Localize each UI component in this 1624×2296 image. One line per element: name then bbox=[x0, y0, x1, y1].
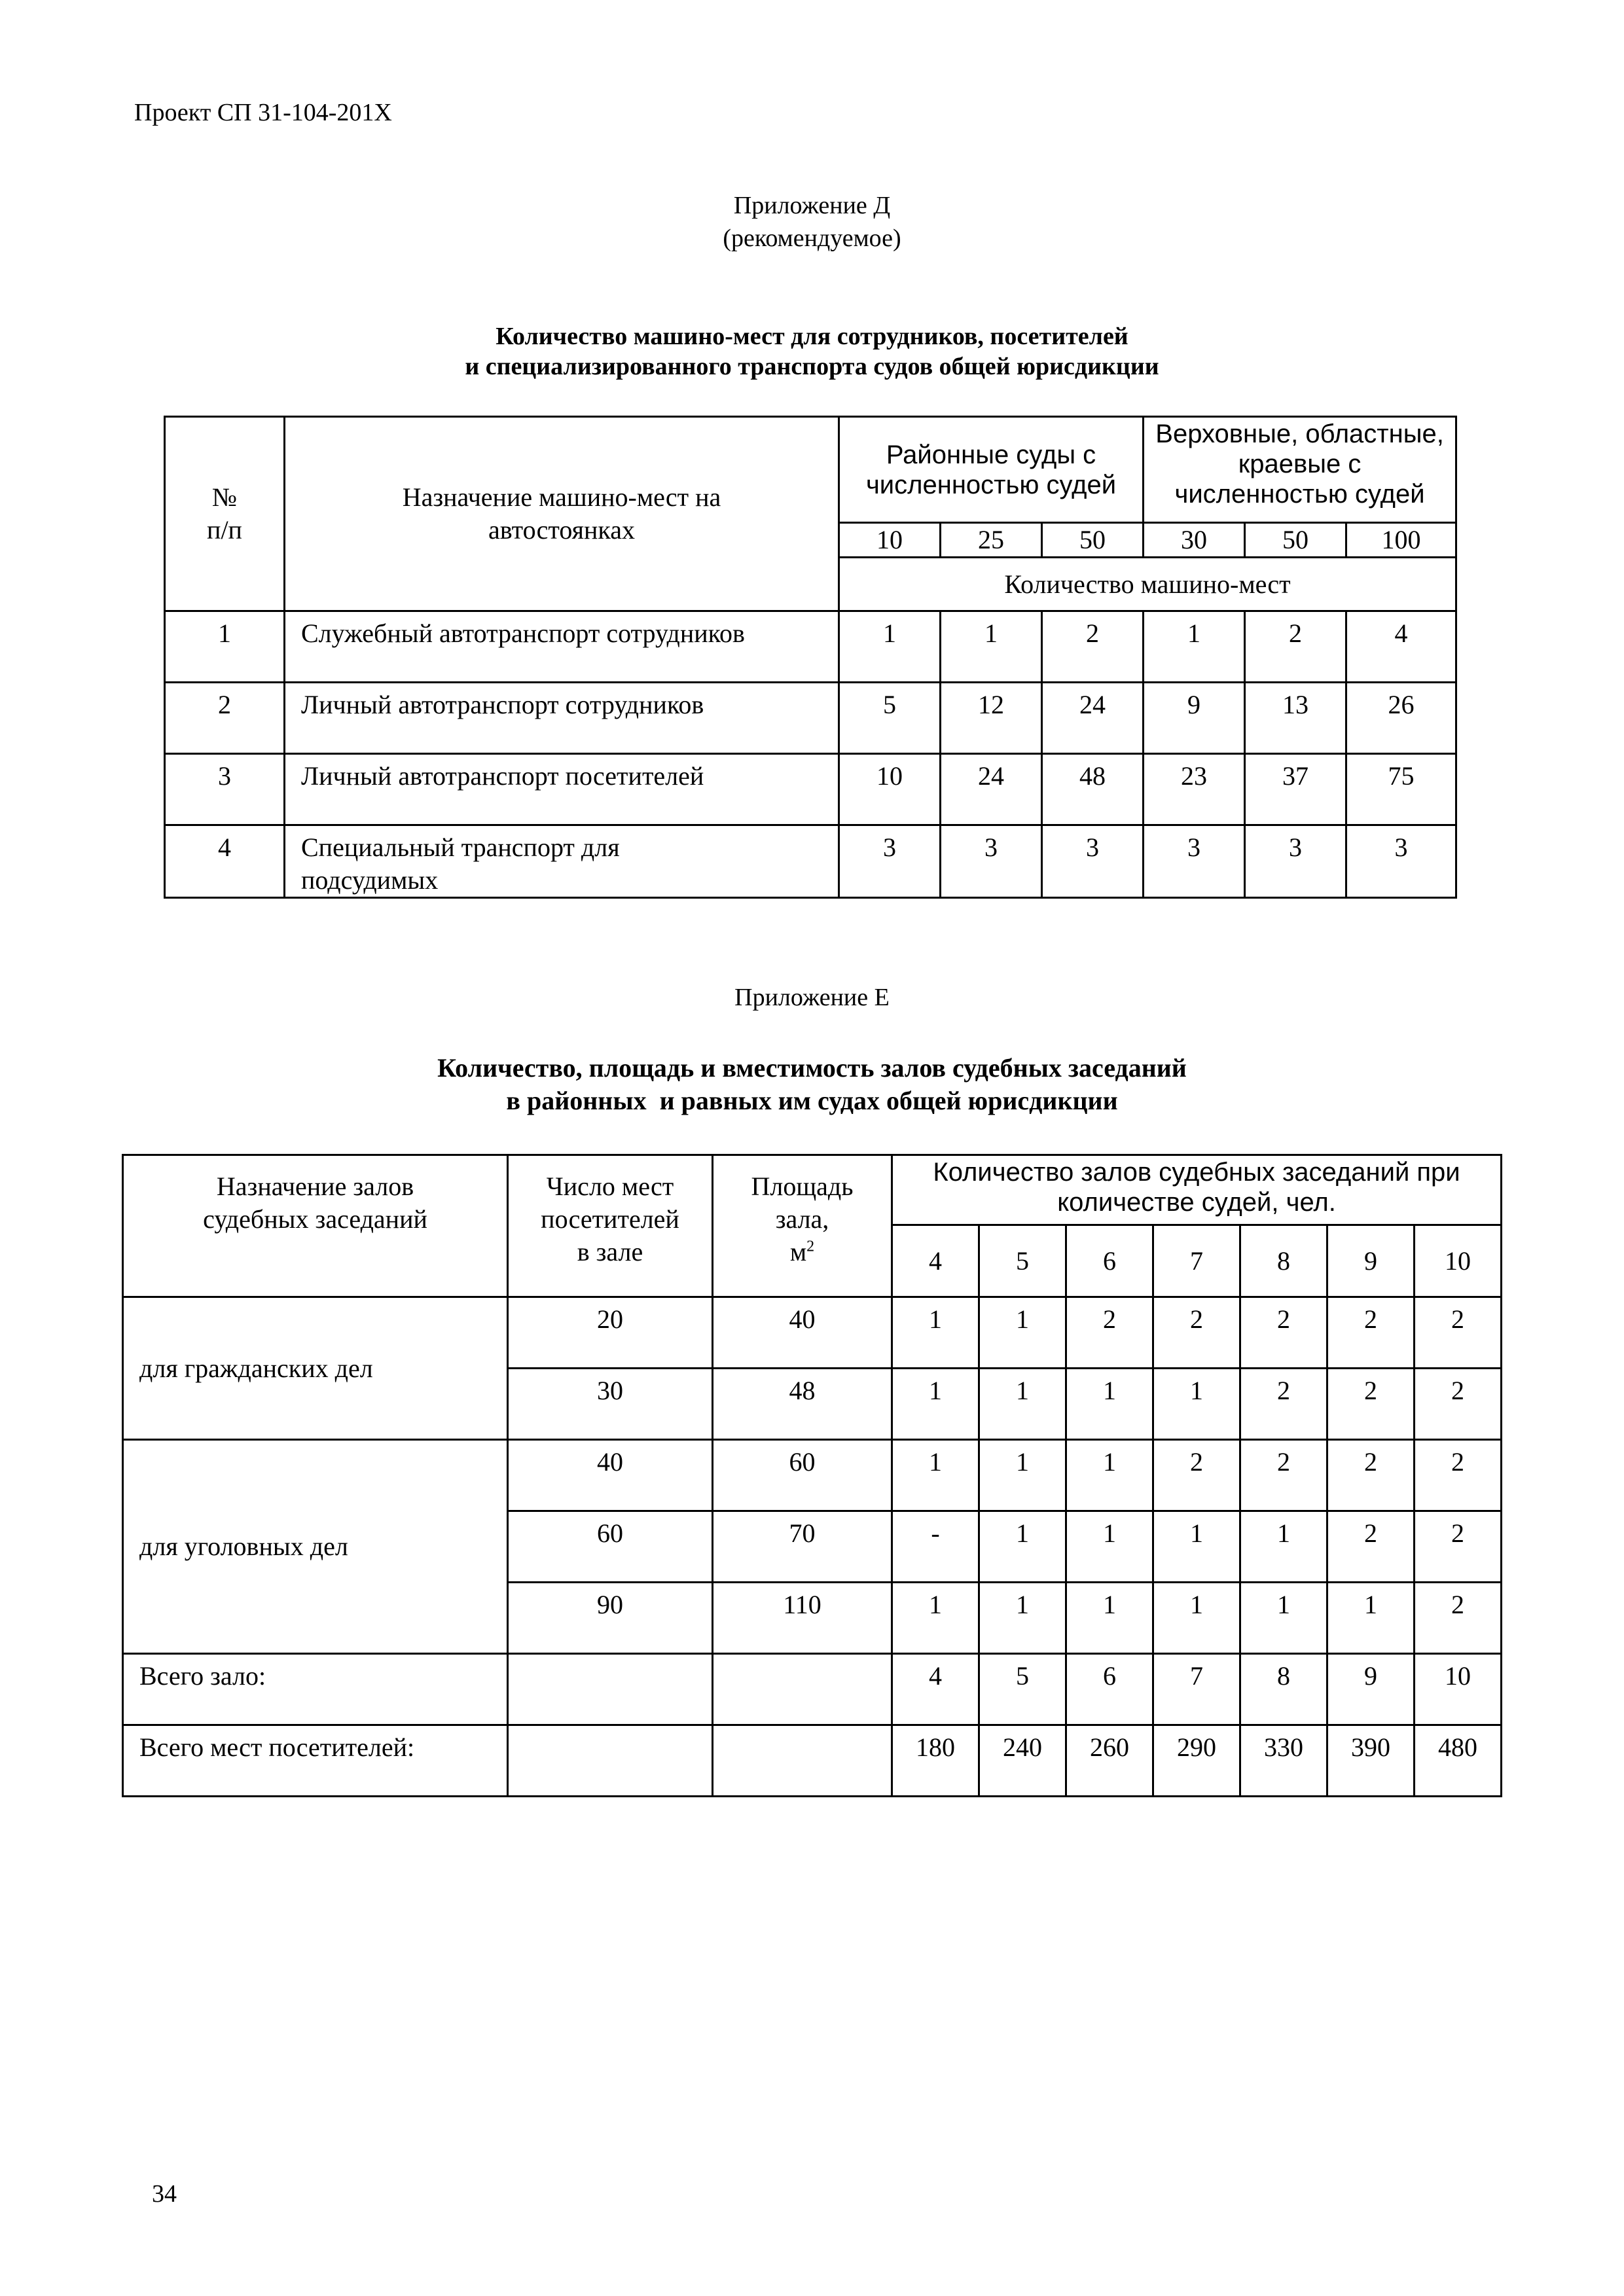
group-supreme-courts-header: Верховные, областные, краевые с численностью судей bbox=[1144, 417, 1456, 523]
value-cell: 2 bbox=[1153, 1440, 1240, 1511]
value-cell: 1 bbox=[892, 1583, 979, 1654]
col-hall-purpose-header: Назначение залов судебных заседаний bbox=[123, 1155, 508, 1297]
value-cell: 1 bbox=[979, 1511, 1066, 1583]
area-cell: 48 bbox=[713, 1369, 892, 1440]
area-unit: м bbox=[789, 1237, 807, 1266]
total-cell: 180 bbox=[892, 1725, 979, 1797]
value-cell: 3 bbox=[839, 825, 941, 898]
value-cell: 48 bbox=[1042, 754, 1144, 825]
total-cell: 8 bbox=[1240, 1654, 1327, 1725]
total-cell: 390 bbox=[1327, 1725, 1415, 1797]
row-number: 1 bbox=[165, 611, 285, 683]
value-cell: 26 bbox=[1346, 683, 1456, 754]
value-cell: 2 bbox=[1327, 1440, 1415, 1511]
judges-cell: 8 bbox=[1240, 1225, 1327, 1297]
value-cell: 2 bbox=[1245, 611, 1346, 683]
row-number: 3 bbox=[165, 754, 285, 825]
value-cell: 1 bbox=[941, 611, 1042, 683]
value-cell: 1 bbox=[1153, 1511, 1240, 1583]
judges-cell: 6 bbox=[1066, 1225, 1153, 1297]
total-cell: 9 bbox=[1327, 1654, 1415, 1725]
total-cell: 240 bbox=[979, 1725, 1066, 1797]
criminal-cases-label: для уголовных дел bbox=[123, 1440, 508, 1654]
value-cell: 3 bbox=[1144, 825, 1245, 898]
appendix-e-caption-line1: Количество, площадь и вместимость залов судебных заседаний bbox=[437, 1053, 1187, 1083]
courtrooms-table bbox=[122, 1154, 1502, 1797]
empty-cell bbox=[508, 1654, 713, 1725]
value-cell: 2 bbox=[1240, 1369, 1327, 1440]
col-seats-header: Число мест посетителей в зале bbox=[508, 1155, 713, 1297]
row-purpose: Личный автотранспорт посетителей bbox=[285, 754, 839, 825]
value-cell: 2 bbox=[1327, 1369, 1415, 1440]
value-cell: 23 bbox=[1144, 754, 1245, 825]
judges-cell: 10 bbox=[1415, 1225, 1502, 1297]
total-cell: 4 bbox=[892, 1654, 979, 1725]
empty-cell bbox=[713, 1725, 892, 1797]
table-row bbox=[165, 754, 1456, 825]
value-cell: 2 bbox=[1240, 1297, 1327, 1369]
total-cell: 5 bbox=[979, 1654, 1066, 1725]
value-cell: 3 bbox=[1042, 825, 1144, 898]
size-cell: 30 bbox=[1144, 523, 1245, 558]
value-cell: 2 bbox=[1415, 1583, 1502, 1654]
value-cell: 2 bbox=[1415, 1369, 1502, 1440]
area-cell: 110 bbox=[713, 1583, 892, 1654]
size-cell: 10 bbox=[839, 523, 941, 558]
value-cell: 1 bbox=[839, 611, 941, 683]
value-cell: 3 bbox=[941, 825, 1042, 898]
appendix-e-title: Приложение Е bbox=[734, 984, 890, 1011]
quantity-header: Количество машино-мест bbox=[839, 558, 1456, 611]
appendix-d-subtitle: (рекомендуемое) bbox=[723, 224, 901, 252]
value-cell: 24 bbox=[941, 754, 1042, 825]
total-cell: 330 bbox=[1240, 1725, 1327, 1797]
value-cell: 2 bbox=[1415, 1297, 1502, 1369]
value-cell: 1 bbox=[979, 1297, 1066, 1369]
value-cell: 12 bbox=[941, 683, 1042, 754]
value-cell: 2 bbox=[1415, 1440, 1502, 1511]
seats-cell: 30 bbox=[508, 1369, 713, 1440]
value-cell: 4 bbox=[1346, 611, 1456, 683]
total-cell: 6 bbox=[1066, 1654, 1153, 1725]
value-cell: 1 bbox=[1327, 1583, 1415, 1654]
value-cell: 1 bbox=[979, 1369, 1066, 1440]
value-cell: 9 bbox=[1144, 683, 1245, 754]
value-cell: 1 bbox=[892, 1297, 979, 1369]
table-row bbox=[123, 1440, 1502, 1511]
value-cell: 2 bbox=[1153, 1297, 1240, 1369]
row-number: 2 bbox=[165, 683, 285, 754]
total-cell: 7 bbox=[1153, 1654, 1240, 1725]
value-cell: - bbox=[892, 1511, 979, 1583]
value-cell: 2 bbox=[1240, 1440, 1327, 1511]
document-header: Проект СП 31-104-201Х bbox=[134, 99, 392, 126]
value-cell: 75 bbox=[1346, 754, 1456, 825]
size-cell: 50 bbox=[1245, 523, 1346, 558]
total-cell: 480 bbox=[1415, 1725, 1502, 1797]
row-number: 4 bbox=[165, 825, 285, 898]
area-cell: 60 bbox=[713, 1440, 892, 1511]
value-cell: 1 bbox=[979, 1440, 1066, 1511]
value-cell: 1 bbox=[1066, 1583, 1153, 1654]
value-cell: 3 bbox=[1346, 825, 1456, 898]
appendix-d-title: Приложение Д bbox=[733, 192, 891, 219]
total-cell: 10 bbox=[1415, 1654, 1502, 1725]
parking-spaces-table bbox=[164, 416, 1457, 899]
seats-cell: 40 bbox=[508, 1440, 713, 1511]
area-cell: 40 bbox=[713, 1297, 892, 1369]
value-cell: 1 bbox=[979, 1583, 1066, 1654]
size-cell: 25 bbox=[941, 523, 1042, 558]
value-cell: 24 bbox=[1042, 683, 1144, 754]
value-cell: 37 bbox=[1245, 754, 1346, 825]
row-purpose: Служебный автотранспорт сотрудников bbox=[285, 611, 839, 683]
value-cell: 1 bbox=[892, 1369, 979, 1440]
total-halls-row bbox=[123, 1654, 1502, 1725]
value-cell: 3 bbox=[1245, 825, 1346, 898]
col-hall-count-header: Количество залов судебных заседаний при количестве судей, чел. bbox=[892, 1155, 1502, 1225]
area-unit-exponent: 2 bbox=[806, 1238, 815, 1255]
appendix-d-caption-line2: и специализированного транспорта судов общей юрисдикции bbox=[465, 353, 1159, 380]
value-cell: 1 bbox=[1240, 1511, 1327, 1583]
value-cell: 2 bbox=[1327, 1297, 1415, 1369]
value-cell: 1 bbox=[1144, 611, 1245, 683]
col-area-header bbox=[713, 1155, 892, 1297]
row-purpose: Личный автотранспорт сотрудников bbox=[285, 683, 839, 754]
seats-cell: 20 bbox=[508, 1297, 713, 1369]
civil-cases-label: для гражданских дел bbox=[123, 1297, 508, 1440]
appendix-e-caption-line2: в районных и равных им судах общей юрисдикции bbox=[506, 1086, 1118, 1115]
value-cell: 1 bbox=[1066, 1440, 1153, 1511]
seats-cell: 90 bbox=[508, 1583, 713, 1654]
value-cell: 1 bbox=[1240, 1583, 1327, 1654]
table-row bbox=[123, 1297, 1502, 1369]
judges-cell: 4 bbox=[892, 1225, 979, 1297]
size-cell: 100 bbox=[1346, 523, 1456, 558]
value-cell: 1 bbox=[1066, 1369, 1153, 1440]
value-cell: 5 bbox=[839, 683, 941, 754]
total-cell: 260 bbox=[1066, 1725, 1153, 1797]
group-district-courts-header: Районные суды с численностью судей bbox=[839, 417, 1144, 523]
empty-cell bbox=[713, 1654, 892, 1725]
value-cell: 2 bbox=[1327, 1511, 1415, 1583]
col-number-header: № п/п bbox=[165, 417, 285, 611]
page-number: 34 bbox=[152, 2180, 177, 2208]
table-row bbox=[165, 683, 1456, 754]
total-cell: 290 bbox=[1153, 1725, 1240, 1797]
judges-cell: 9 bbox=[1327, 1225, 1415, 1297]
judges-cell: 7 bbox=[1153, 1225, 1240, 1297]
value-cell: 10 bbox=[839, 754, 941, 825]
row-purpose: Специальный транспорт для подсудимых bbox=[285, 825, 839, 898]
value-cell: 1 bbox=[1153, 1583, 1240, 1654]
appendix-d-caption-line1: Количество машино-мест для сотрудников, посетителей bbox=[496, 323, 1128, 350]
total-seats-row bbox=[123, 1725, 1502, 1797]
value-cell: 1 bbox=[1153, 1369, 1240, 1440]
area-label: Площадь зала, bbox=[751, 1172, 854, 1234]
value-cell: 2 bbox=[1415, 1511, 1502, 1583]
judges-cell: 5 bbox=[979, 1225, 1066, 1297]
value-cell: 1 bbox=[892, 1440, 979, 1511]
value-cell: 1 bbox=[1066, 1511, 1153, 1583]
value-cell: 13 bbox=[1245, 683, 1346, 754]
total-seats-label: Всего мест посетителей: bbox=[123, 1725, 508, 1797]
value-cell: 2 bbox=[1042, 611, 1144, 683]
total-halls-label: Всего зало: bbox=[123, 1654, 508, 1725]
value-cell: 2 bbox=[1066, 1297, 1153, 1369]
area-cell: 70 bbox=[713, 1511, 892, 1583]
empty-cell bbox=[508, 1725, 713, 1797]
table-row bbox=[165, 825, 1456, 898]
table-row bbox=[165, 611, 1456, 683]
seats-cell: 60 bbox=[508, 1511, 713, 1583]
size-cell: 50 bbox=[1042, 523, 1144, 558]
col-purpose-header: Назначение машино-мест на автостоянках bbox=[285, 417, 839, 611]
